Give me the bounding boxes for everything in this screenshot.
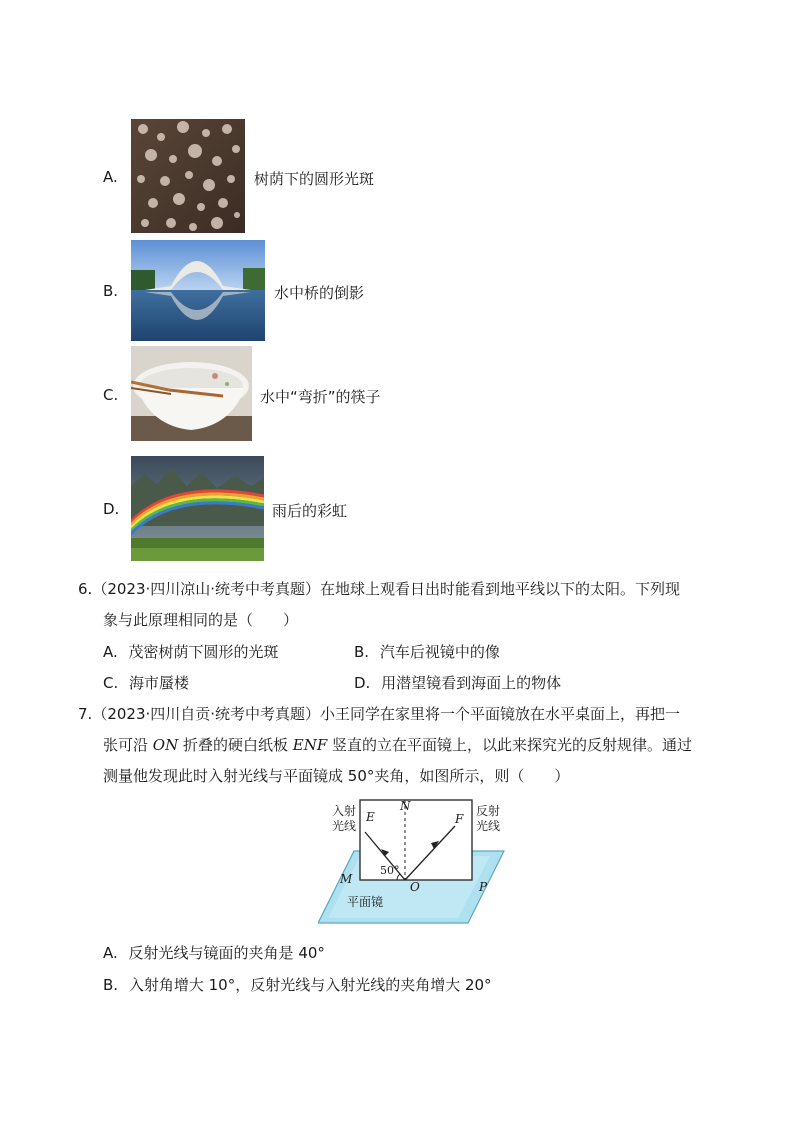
option-caption: 树荫下的圆形光斑: [254, 170, 375, 188]
option-text: 反射光线与镜面的夹角是 40°: [128, 944, 325, 962]
label-incident-ray: 入射 光线: [332, 804, 357, 833]
rainbow-photo: [131, 456, 264, 561]
bridge-reflection-photo: [131, 240, 265, 341]
question-7-line-3: 测量他发现此时入射光线与平面镜成 50°夹角，如图所示，则（ ）: [103, 767, 570, 785]
q7-option-b[interactable]: [103, 974, 492, 995]
q6-option-a[interactable]: [103, 641, 279, 662]
option-letter: D.: [354, 674, 371, 692]
option-text: 入射角增大 10°，反射光线与入射光线的夹角增大 20°: [128, 976, 492, 994]
question-stem: 小王同学在家里将一个平面镜放在水平桌面上，再把一: [320, 705, 681, 723]
option-text: 用潜望镜看到海面上的物体: [381, 674, 562, 692]
q7-option-a[interactable]: [103, 942, 325, 963]
stem-text: 竖直的立在平面镜上，以此来探究光的反射规律。通过: [327, 736, 693, 754]
option-letter: A.: [103, 944, 118, 962]
option-letter: C.: [103, 674, 119, 692]
option-caption: 雨后的彩虹: [272, 502, 348, 520]
option-letter: A.: [103, 643, 118, 661]
q6-option-c[interactable]: [103, 672, 189, 693]
option-text: 茂密树荫下圆形的光斑: [128, 643, 279, 661]
stem-symbol-enf: ENF: [292, 736, 328, 754]
option-text: 汽车后视镜中的像: [379, 643, 500, 661]
question-source: （2023·四川自贡·统考中考真题）: [92, 705, 321, 723]
label-reflected-ray: 反射 光线: [476, 804, 501, 833]
stem-symbol-on: ON: [152, 736, 179, 754]
question-6-line-2: 象与此原理相同的是（ ）: [103, 611, 299, 629]
option-text: 海市蜃楼: [129, 674, 190, 692]
question-number: 7.: [78, 705, 93, 723]
tree-shade-light-spots-photo: [131, 119, 245, 233]
label-o: O: [410, 880, 420, 894]
stem-text: 折叠的硬白纸板: [178, 736, 293, 754]
option-letter: D.: [103, 500, 120, 518]
option-letter: B.: [103, 282, 119, 300]
option-caption: 水中“弯折”的筷子: [260, 388, 381, 406]
option-letter: B.: [354, 643, 370, 661]
label-p: P: [479, 880, 488, 894]
option-letter: B.: [103, 976, 119, 994]
option-letter: A.: [103, 168, 118, 186]
question-source: （2023·四川凉山·统考中考真题）: [92, 580, 321, 598]
label-n: N: [400, 799, 411, 813]
q6-option-b[interactable]: [354, 641, 500, 662]
stem-text: 张可沿: [103, 736, 153, 754]
question-number: 6.: [78, 580, 93, 598]
option-caption: 水中桥的倒影: [274, 284, 365, 302]
q6-option-d[interactable]: [354, 672, 561, 693]
label-m: M: [340, 872, 353, 886]
label-f: F: [455, 812, 464, 826]
bent-chopsticks-photo: [131, 346, 252, 441]
option-letter: C.: [103, 386, 119, 404]
question-6-line-1: [78, 578, 680, 599]
label-angle: 50°: [380, 864, 400, 877]
question-stem: 在地球上观看日出时能看到地平线以下的太阳。下列现: [320, 580, 681, 598]
question-7-line-1: [78, 703, 680, 724]
question-7-line-2: [103, 734, 692, 755]
label-plane-mirror: 平面镜: [347, 895, 384, 909]
label-e: E: [366, 810, 375, 824]
